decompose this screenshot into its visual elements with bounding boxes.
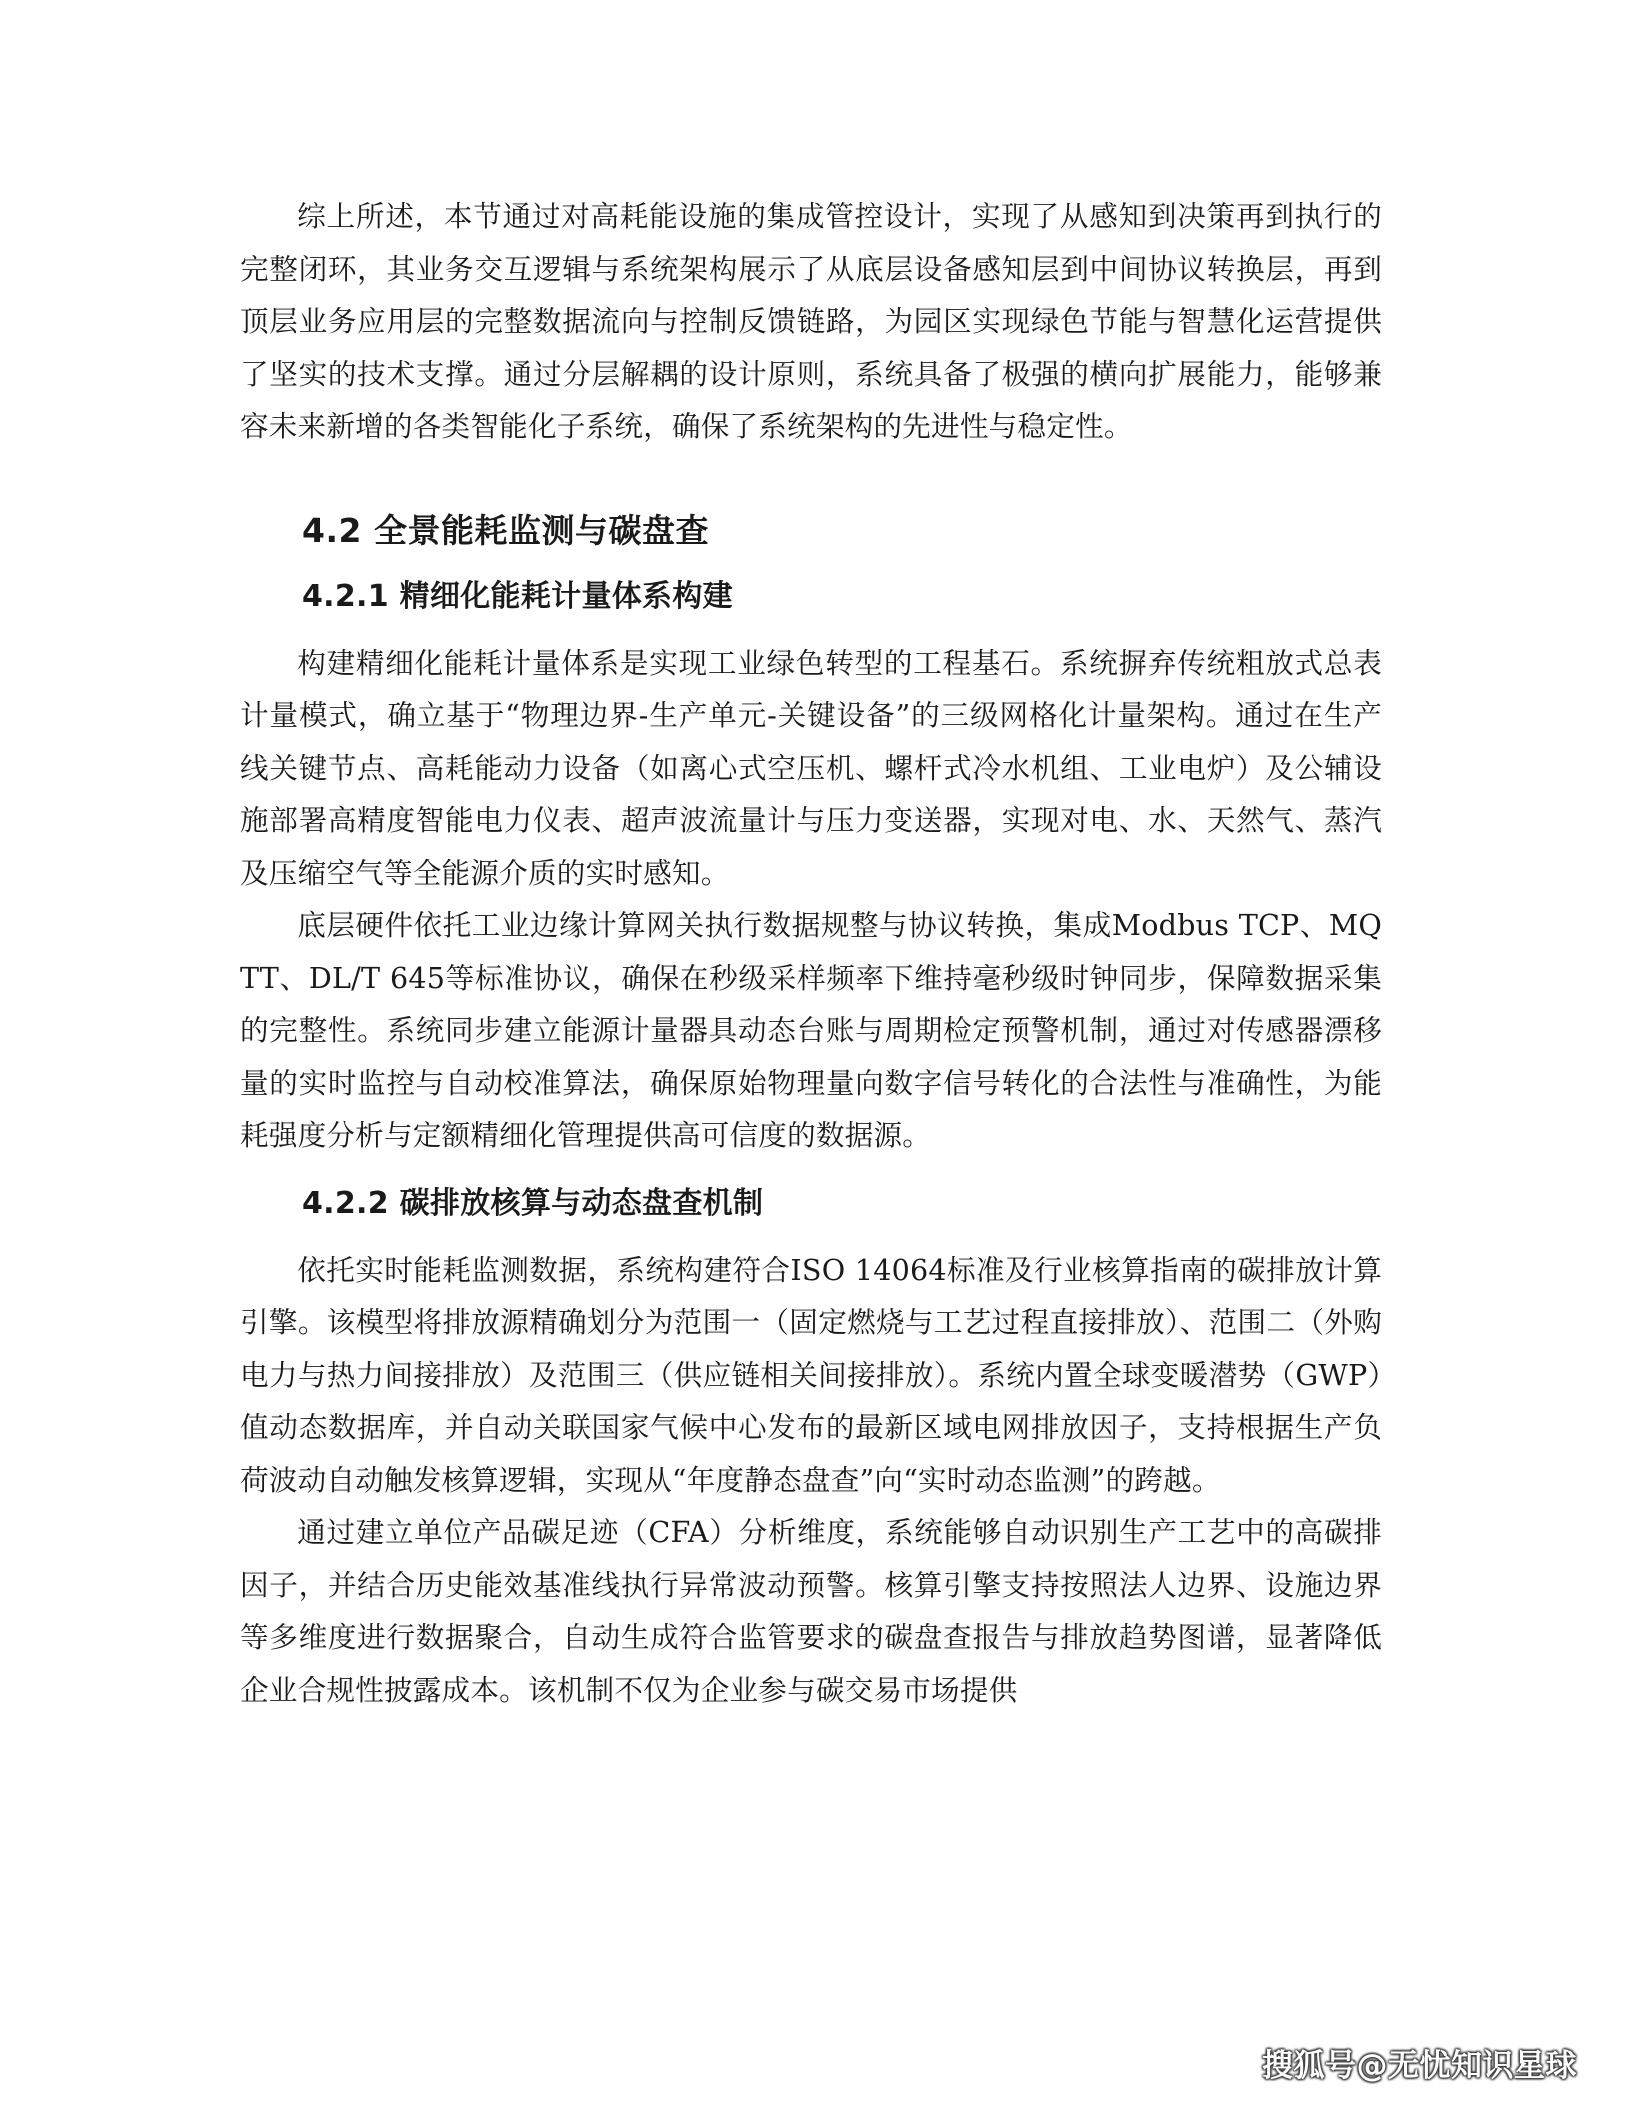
intro-paragraph: 综上所述，本节通过对高耗能设施的集成管控设计，实现了从感知到决策再到执行的完整闭环，其业务交互逻辑与系统架构展示了从底层设备感知层到中间协议转换层，再到顶层业务应用层的完整数据流向与控制反馈链路，为园区实现绿色节能与智慧化运营提供了坚实的技术支撑。通过分层解耦的设计原则，系统具备了极强的横向扩展能力，能够兼容未来新增的各类智能化子系统，确保了系统架构的先进性与稳定性。 <box>240 199 1382 443</box>
document-page <box>240 190 1382 1716</box>
paragraph-4-2-1-first: 构建精细化能耗计量体系是实现工业绿色转型的工程基石。系统摒弃传统粗放式总表计量模式，确立基于“物理边界-生产单元-关键设备”的三级网格化计量架构。通过在生产线关键节点、高耗能动力设备（如离心式空压机、螺杆式冷水机组、工业电炉）及公辅设施部署高精度智能电力仪表、超声波流量计与压力变送器，实现对电、水、天然气、蒸汽及压缩空气等全能源介质的实时感知。 <box>240 645 1382 890</box>
watermark: 搜狐号@无忧知识星球 <box>1262 2048 1577 2084</box>
section-heading-4-2: 4.2 全景能耗监测与碳盘查 <box>302 510 709 550</box>
paragraph-4-2-2-second: 通过建立单位产品碳足迹（CFA）分析维度，系统能够自动识别生产工艺中的高碳排因子，并结合历史能效基准线执行异常波动预警。核算引擎支持按照法人边界、设施边界等多维度进行数据聚合，自动生成符合监管要求的碳盘查报告与排放趋势图谱，显著降低企业合规性披露成本。该机制不仅为企业参与碳交易市场提供 <box>240 1515 1382 1707</box>
paragraph-4-2-2-first: 依托实时能耗监测数据，系统构建符合ISO 14064标准及行业核算指南的碳排放计算引擎。该模型将排放源精确划分为范围一（固定燃烧与工艺过程直接排放）、范围二（外购电力与热力间接排放）及范围三（供应链相关间接排放）。系统内置全球变暖潜势（GWP）值动态数据库，并自动关联国家气候中心发布的最新区域电网排放因子，支持根据生产负荷波动自动触发核算逻辑，实现从“年度静态盘查”向“实时动态监测”的跨越。 <box>240 1252 1382 1497</box>
paragraph-4-2-1-second: 底层硬件依托工业边缘计算网关执行数据规整与协议转换，集成Modbus TCP、MQTT、DL/T 645等标准协议，确保在秒级采样频率下维持毫秒级时钟同步，保障数据采集的完整性。系统同步建立能源计量器具动态台账与周期检定预警机制，通过对传感器漂移量的实时监控与自动校准算法，确保原始物理量向数字信号转化的合法性与准确性，为能耗强度分析与定额精细化管理提供高可信度的数据源。 <box>240 908 1382 1152</box>
section-heading-4-2-2: 4.2.2 碳排放核算与动态盘查机制 <box>302 1185 764 1221</box>
section-heading-4-2-1: 4.2.1 精细化能耗计量体系构建 <box>302 578 733 614</box>
